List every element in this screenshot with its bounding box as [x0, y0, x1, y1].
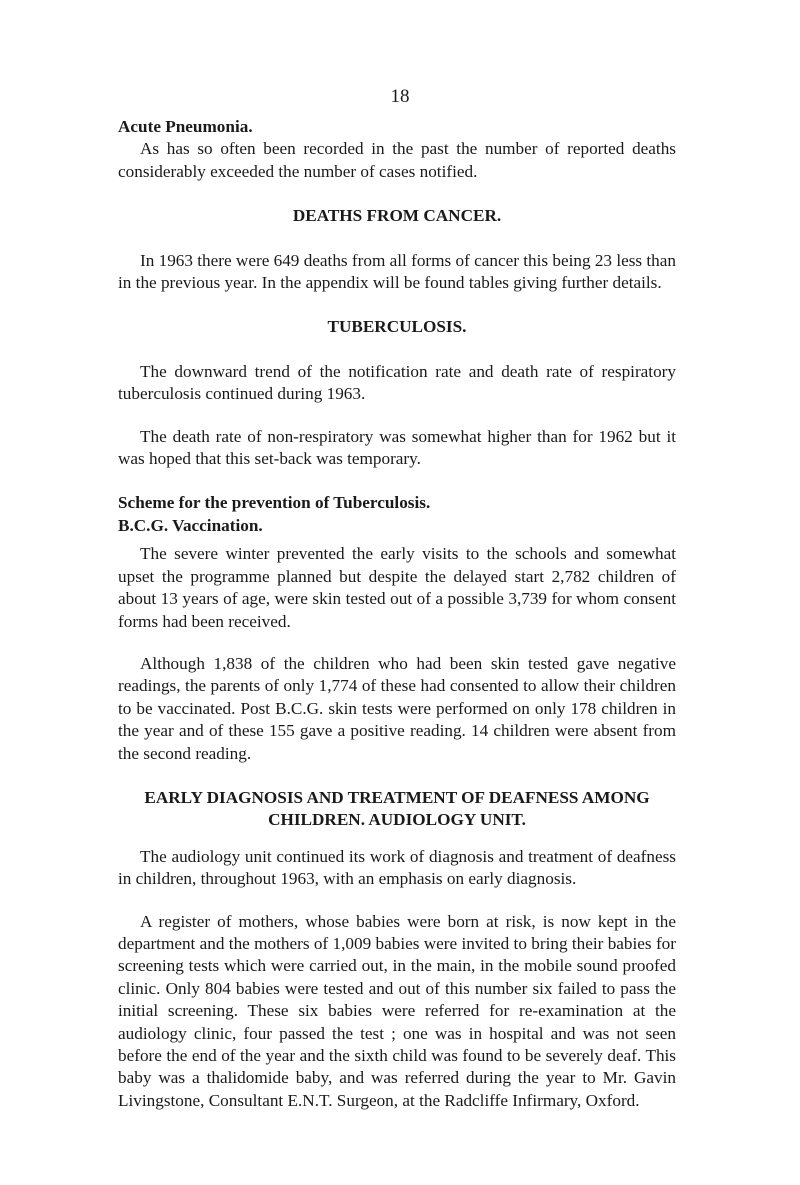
page-content: [118, 116, 676, 1112]
section-title-deafness-line2: CHILDREN. AUDIOLOGY UNIT.: [268, 810, 526, 830]
paragraph-scheme-2: Although 1,838 of the children who had been skin tested gave negative readings, the parents of only 1,774 of these had consented to allow their children to be vaccinated. Post B.C.G. skin tests were performed on only 178 children in the year and of these 155 gave a positive reading. 14 children were absent from the second reading.: [118, 653, 676, 763]
paragraph-tuberculosis-1: The downward trend of the notification rate and death rate of respiratory tuberculosis continued during 1963.: [118, 361, 676, 404]
section-title-scheme: Scheme for the prevention of Tuberculosis.: [118, 493, 431, 513]
paragraph-scheme-1: The severe winter prevented the early visits to the schools and somewhat upset the programme planned but despite the delayed start 2,782 children of about 13 years of age, were skin tested out of a possible 3,739 for whom consent forms had been received.: [118, 544, 676, 631]
paragraph-deafness-1: The audiology unit continued its work of diagnosis and treatment of deafness in children, throughout 1963, with an emphasis on early diagnosis.: [118, 846, 676, 889]
section-title-cancer: DEATHS FROM CANCER.: [292, 206, 502, 226]
paragraph-pneumonia: As has so often been recorded in the past the number of reported deaths considerably exceeded the number of cases notified.: [118, 139, 676, 181]
paragraph-deafness-2: A register of mothers, whose babies were born at risk, is now kept in the department and the mothers of 1,009 babies were invited to bring their babies for screening tests which were carried out, in the main, in the mobile sound proofed clinic. Only 804 babies were tested and out of this number six failed to pass the initial screening. These six babies were referred for re-examination at the audiology clinic, four passed the test ; one was in hospital and was not seen before the end of the year and the sixth child was found to be severely deaf. This baby was a thalidomide baby, and was referred during the year to Mr. Gavin Livingstone, Consultant E.N.T. Surgeon, at the Radcliffe Infirmary, Oxford.: [118, 911, 676, 1110]
page-number: 18: [390, 86, 410, 107]
section-title-tuberculosis: TUBERCULOSIS.: [327, 317, 467, 337]
section-title-deafness-line1: EARLY DIAGNOSIS AND TREATMENT OF DEAFNESS AMONG: [144, 787, 650, 807]
paragraph-tuberculosis-2: The death rate of non-respiratory was somewhat higher than for 1962 but it was hoped that this set-back was temporary.: [118, 426, 676, 469]
section-title-pneumonia: Acute Pneumonia.: [118, 117, 253, 136]
paragraph-cancer: In 1963 there were 649 deaths from all forms of cancer this being 23 less than in the previous year. In the appendix will be found tables giving further details.: [118, 250, 676, 293]
section-subtitle-bcg: B.C.G. Vaccination.: [118, 515, 263, 535]
